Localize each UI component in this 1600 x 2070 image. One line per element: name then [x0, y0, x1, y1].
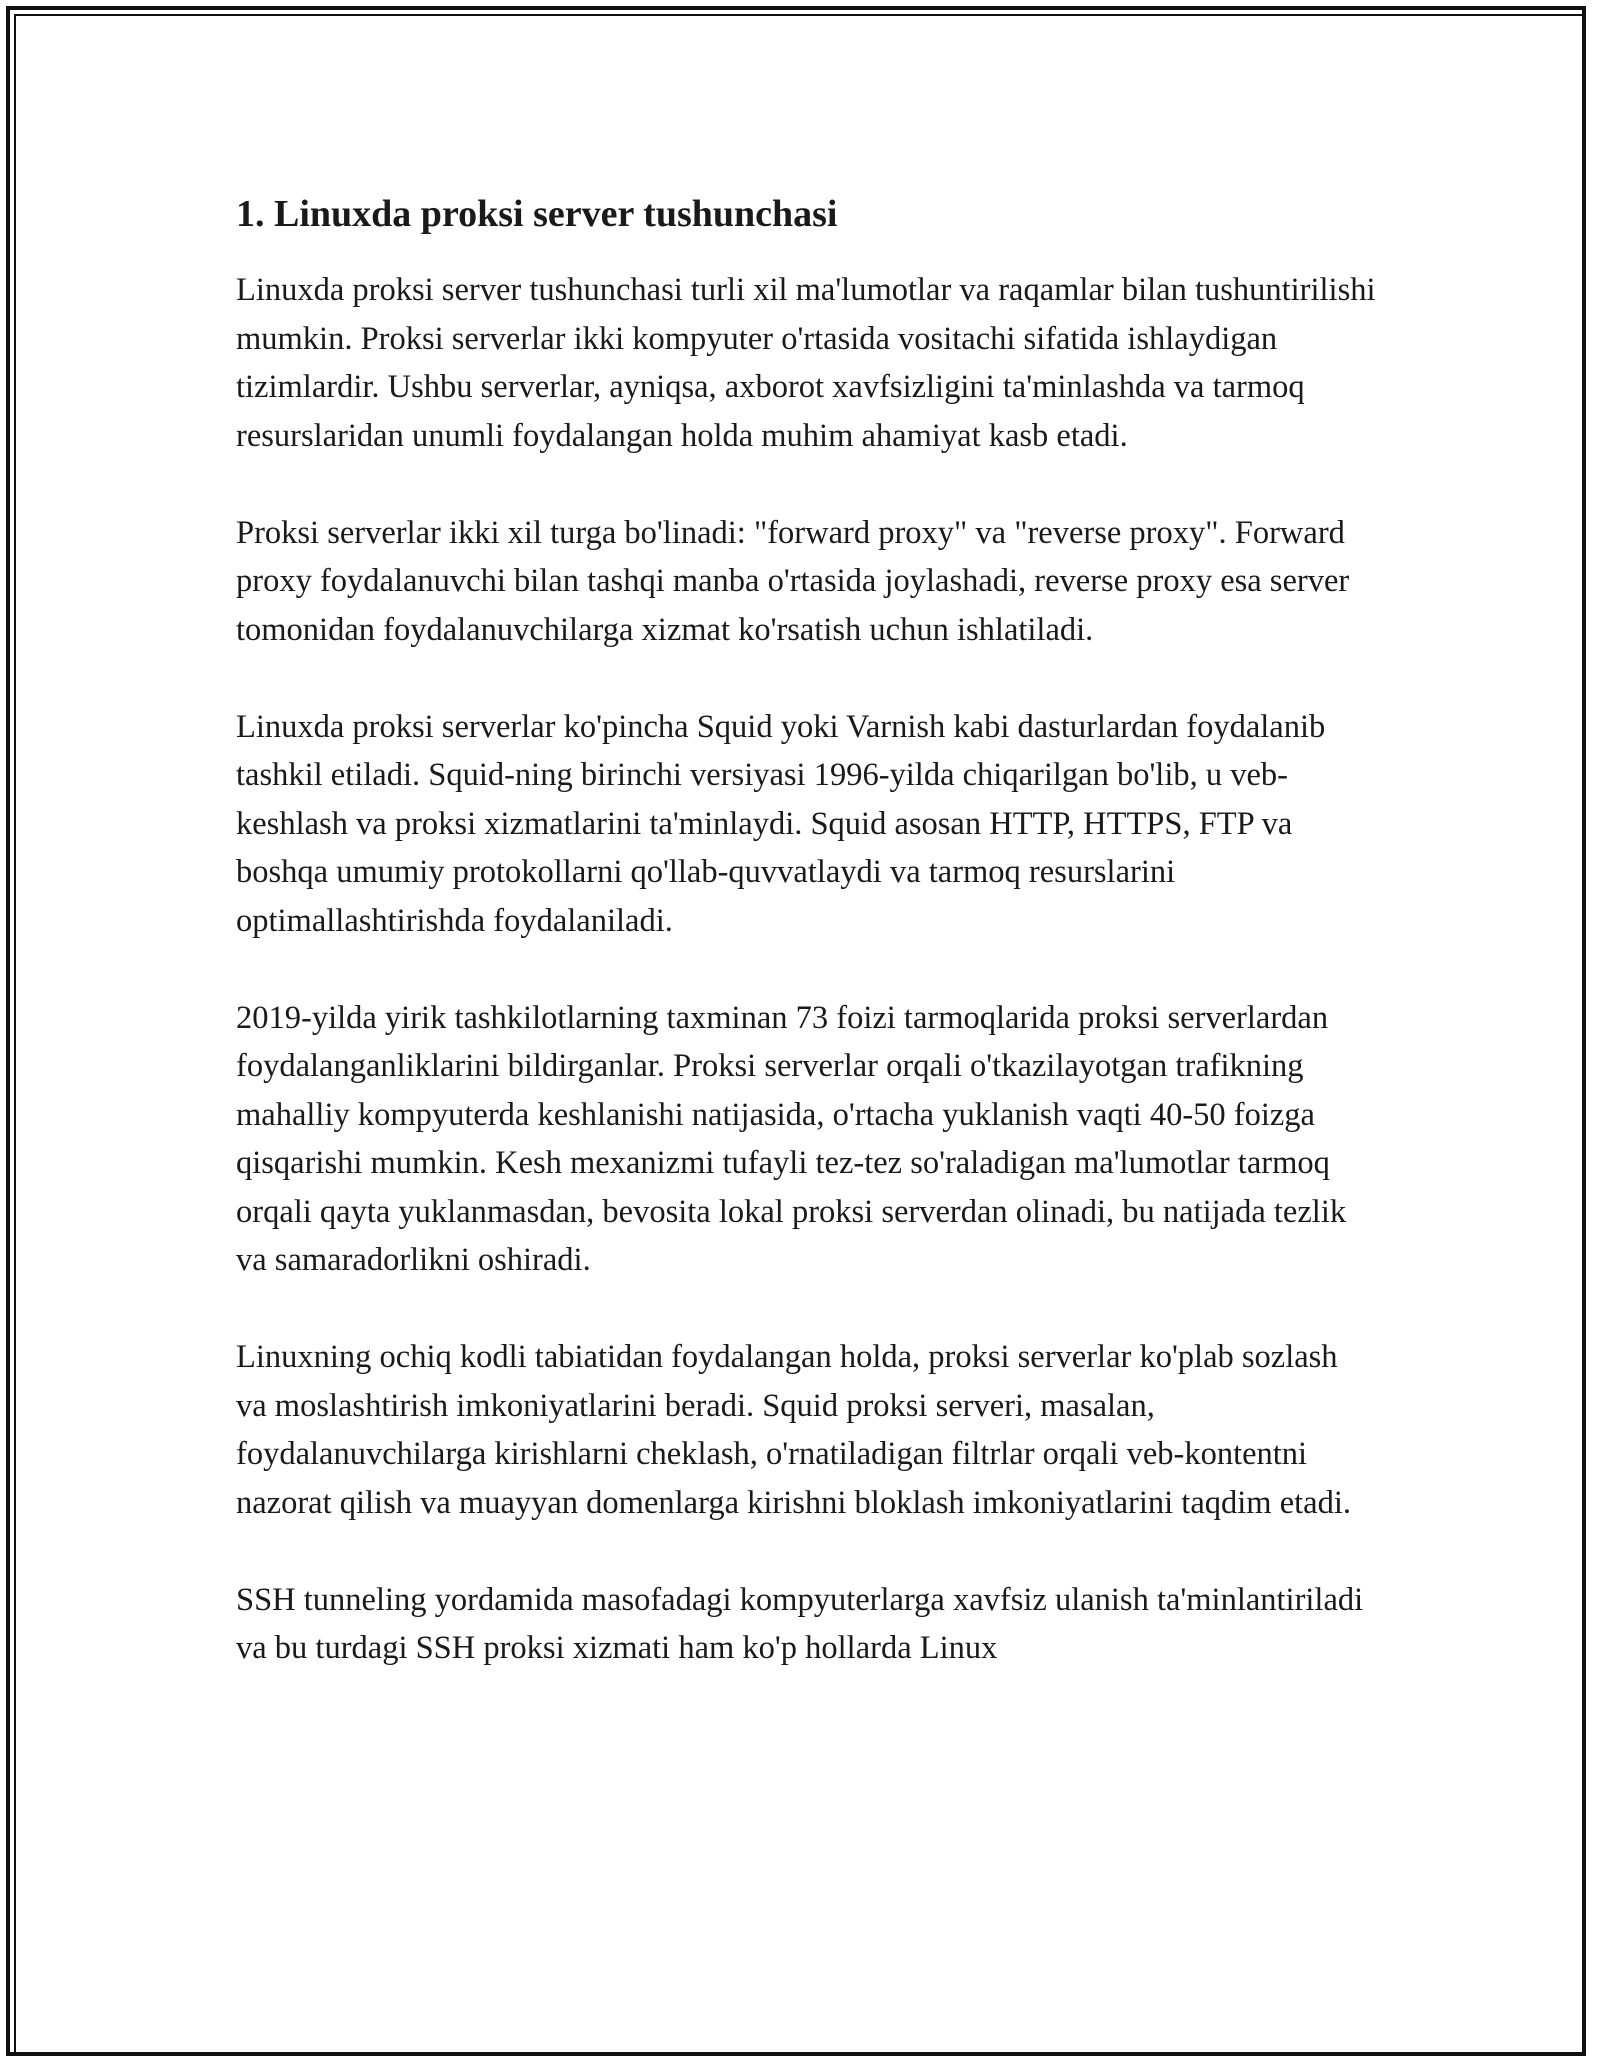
- paragraph-ssh-tunneling: SSH tunneling yordamida masofadagi kompyuterlarga xavfsiz ulanish ta'minlantiriladi va bu turdagi SSH proksi xizmati ham ko'p hollarda Linux: [236, 1581, 1364, 1666]
- section-heading: 1. Linuxda proksi server tushunchasi: [236, 193, 838, 235]
- paragraph-squid-varnish: Linuxda proksi serverlar ko'pincha Squid yoki Varnish kabi dasturlardan foydalanib tashkil etiladi. Squid-ning birinchi versiyasi 1996-yilda chiqarilgan bo'lib, u veb-keshlash va proksi xizmatlarini ta'minlaydi. Squid asosan HTTP, HTTPS, FTP va boshqa umumiy protokollarni qo'llab-quvvatlaydi va tarmoq resurslarini optimallashtirishda foydalaniladi.: [236, 708, 1326, 939]
- paragraph-statistics: 2019-yilda yirik tashkilotlarning taxminan 73 foizi tarmoqlarida proksi serverlardan foydalanganliklarini bildirganlar. Proksi serverlar orqali o'tkazilayotgan trafikning mahalliy kompyuterda keshlanishi natijasida, o'rtacha yuklanish vaqti 40-50 foizga qisqarishi mumkin. Kesh mexanizmi tufayli tez-tez so'raladigan ma'lumotlar tarmoq orqali qayta yuklanmasdan, bevosita lokal proksi serverdan olinadi, bu natijada tezlik va samaradorlikni oshiradi.: [236, 999, 1347, 1278]
- paragraph-configuration: Linuxning ochiq kodli tabiatidan foydalangan holda, proksi serverlar ko'plab sozlash va moslashtirish imkoniyatlarini beradi. Squid proksi serveri, masalan, foydalanuvchilarga kirishlarni cheklash, o'rnatiladigan filtrlar orqali veb-kontentni nazorat qilish va muayyan domenlarga kirishni bloklash imkoniyatlarini taqdim etadi.: [236, 1339, 1351, 1521]
- paragraph-intro: Linuxda proksi server tushunchasi turli xil ma'lumotlar va raqamlar bilan tushuntirilishi mumkin. Proksi serverlar ikki kompyuter o'rtasida vositachi sifatida ishlaydigan tizimlardir. Ushbu serverlar, ayniqsa, axborot xavfsizligini ta'minlashda va tarmoq resurslaridan unumli foydalangan holda muhim ahamiyat kasb etadi.: [236, 272, 1376, 454]
- document-body: [236, 188, 1376, 1721]
- paragraph-proxy-types: Proksi serverlar ikki xil turga bo'linadi: "forward proxy" va "reverse proxy". Forward proxy foydalanuvchi bilan tashqi manba o'rtasida joylashadi, reverse proxy esa server tomonidan foydalanuvchilarga xizmat ko'rsatish uchun ishlatiladi.: [236, 514, 1350, 648]
